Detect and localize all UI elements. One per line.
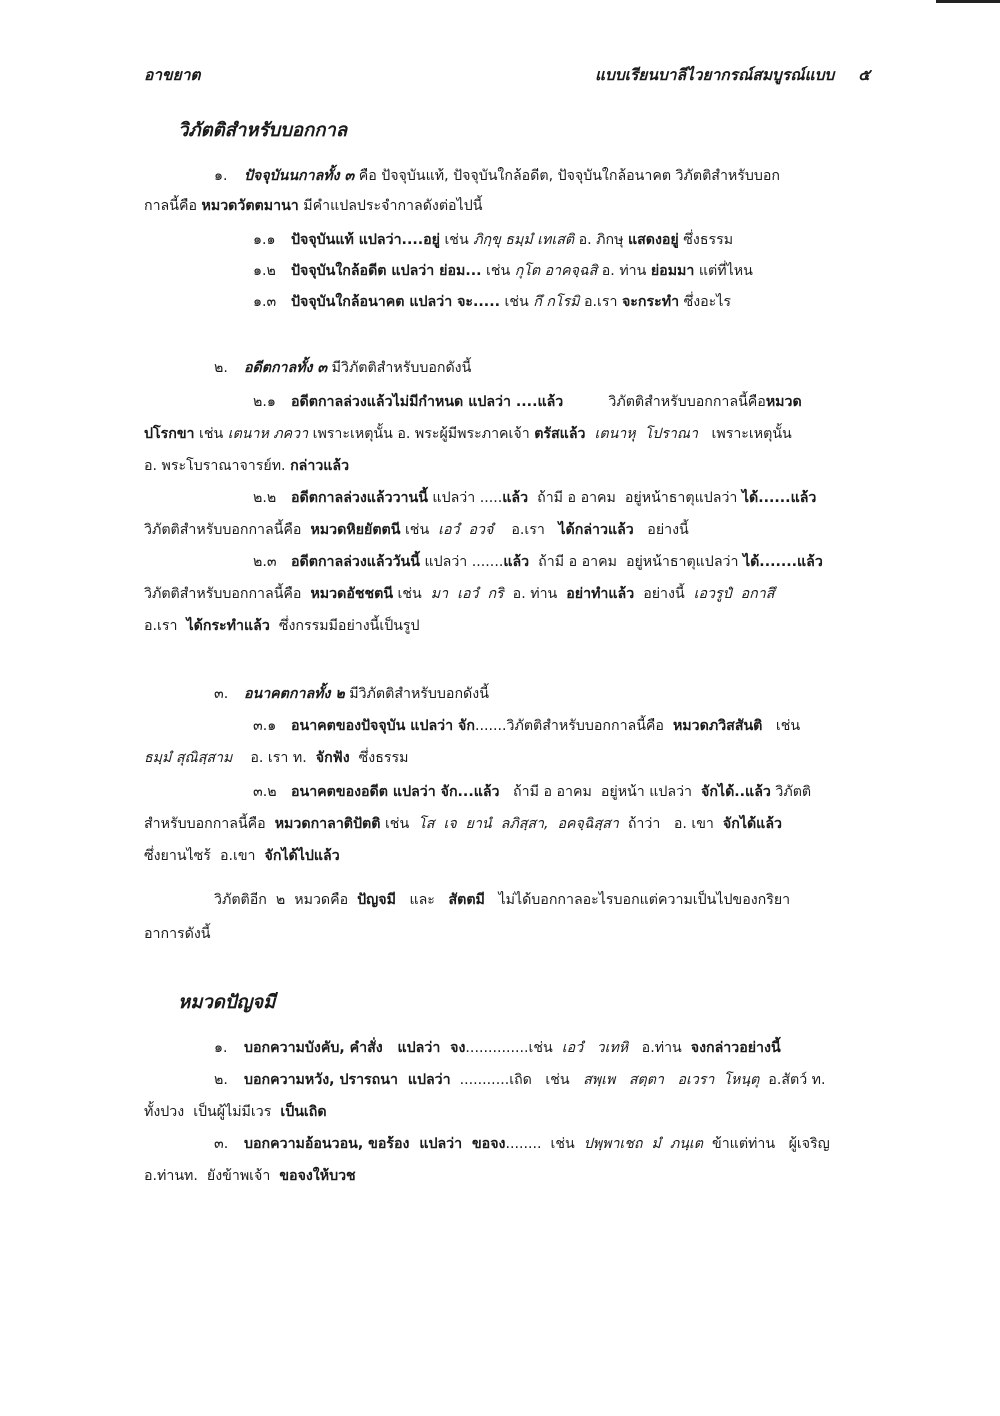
paragraph-1-line-2: กาลนี้คือ หมวดวัตตมานา มีคำแปลประจำกาลดังต่อไปนี้ — [144, 198, 483, 214]
item-3-2-line-3: ซึ่งยานไซร้ อ.เขา จักได้ไปแล้ว — [144, 848, 340, 864]
paragraph-1-line-1: ๑. ปัจจุบันนกาลทั้ง ๓ คือ ปัจจุบันแท้, ปัจจุบันใกล้อดีต, ปัจจุบันใกล้อนาคต วิภัตติสำหรับบอก — [214, 168, 781, 184]
item-1-3: ๑.๓ ปัจจุบันใกล้อนาคต แปลว่า จะ..... เช่น กึ กโรมิ อ.เรา จะกระทำ ซึ่งอะไร — [253, 294, 732, 310]
section-title-imperative: หมวดปัญจมี — [178, 992, 276, 1013]
imperative-item-2-line-2: ทั้งปวง เป็นผู้ไม่มีเวร เป็นเถิด — [144, 1104, 327, 1120]
imperative-item-3-line-2: อ.ท่านท. ยังข้าพเจ้า ขอจงให้บวช — [144, 1168, 356, 1184]
paragraph-2-line-1: ๒. อดีตกาลทั้ง ๓ มีวิภัตติสำหรับบอกดังนี้ — [214, 360, 472, 376]
header-chapter: อาขยาต — [144, 66, 201, 84]
paragraph-3-line-1: ๓. อนาคตกาลทั้ง ๒ มีวิภัตติสำหรับบอกดังนี้ — [214, 686, 489, 702]
item-3-2-line-2: สำหรับบอกกาลนี้คือ หมวดกาลาติปัตติ เช่น โส เจ ยานํ ลภิสฺสา, อคจฺฉิสฺสา ถ้าว่า อ. เขา จักได้แล้ว — [144, 816, 782, 832]
item-2-3-line-3: อ.เรา ได้กระทำแล้ว ซึ่งกรรมมีอย่างนี้เป็นรูป — [144, 618, 420, 634]
item-2-1-line-3: อ. พระโบราณาจารย์ท. กล่าวแล้ว — [144, 458, 350, 474]
header-book-title: แบบเรียนบาลีไวยากรณ์สมบูรณ์แบบ ๕ — [594, 66, 870, 84]
item-1-2: ๑.๒ ปัจจุบันใกล้อดีต แปลว่า ย่อม... เช่น กุโต อาคจฺฉสิ อ. ท่าน ย่อมมา แต่ที่ไหน — [253, 263, 753, 279]
item-3-2-line-1: ๓.๒ อนาคตของอดีต แปลว่า จัก...แล้ว ถ้ามี อ อาคม อยู่หน้า แปลว่า จักได้..แล้ว วิภัตติ — [253, 784, 812, 800]
item-3-1-line-1: ๓.๑ อนาคตของปัจจุบัน แปลว่า จัก.......วิภัตติสำหรับบอกกาลนี้คือ หมวดภวิสสันติ เช่น — [253, 718, 801, 734]
closing-line-2: อาการดังนี้ — [144, 926, 211, 942]
imperative-item-3-line-1: ๓. บอกความอ้อนวอน, ขอร้อง แปลว่า ขอจง........ เช่น ปพฺพาเชถ มํ ภนฺเต ข้าแต่ท่าน ผู้เจริญ — [214, 1136, 830, 1152]
imperative-item-1: ๑. บอกความบังคับ, คำสั่ง แปลว่า จง..............เช่น เอวํ วเทหิ อ.ท่าน จงกล่าวอย่างนี้ — [214, 1040, 781, 1056]
scan-edge-mark — [936, 0, 1000, 3]
item-1-1: ๑.๑ ปัจจุบันแท้ แปลว่า....อยู่ เช่น ภิกฺขุ ธมฺมํ เทเสติ อ. ภิกษุ แสดงอยู่ ซึ่งธรรม — [253, 232, 734, 248]
item-2-1-line-1: ๒.๑ อดีตกาลล่วงแล้วไม่มีกำหนด แปลว่า ....แล้ว วิภัตติสำหรับบอกกาลนี้คือหมวด — [253, 394, 802, 410]
page-number: ๕ — [858, 66, 870, 84]
section-title-tenses: วิภัตติสำหรับบอกกาล — [178, 120, 348, 141]
item-3-1-line-2: ธมฺมํ สุณิสฺสาม อ. เรา ท. จักฟัง ซึ่งธรรม — [144, 750, 409, 766]
closing-line-1: วิภัตติอีก ๒ หมวดคือ ปัญจมี และ สัตตมี ไม่ได้บอกกาลอะไรบอกแต่ความเป็นไปของกริยา — [214, 892, 791, 908]
item-2-1-line-2: ปโรกขา เช่น เตนาห ภควา เพราะเหตุนั้น อ. พระผู้มีพระภาคเจ้า ตรัสแล้ว เตนาหุ โปราณา เพราะเหตุนั้น — [144, 426, 792, 442]
item-2-3-line-1: ๒.๓ อดีตกาลล่วงแล้ววันนี้ แปลว่า .......แล้ว ถ้ามี อ อาคม อยู่หน้าธาตุแปลว่า ได้.......แล้ว — [253, 554, 823, 570]
item-2-2-line-2: วิภัตติสำหรับบอกกาลนี้คือ หมวดหิยยัตตนี เช่น เอวํ อวจํ อ.เรา ได้กล่าวแล้ว อย่างนี้ — [144, 522, 689, 538]
item-2-3-line-2: วิภัตติสำหรับบอกกาลนี้คือ หมวดอัชชตนี เช่น มา เอวํ กริ อ. ท่าน อย่าทำแล้ว อย่างนี้ เอวรูปํ อกาสึ — [144, 586, 775, 602]
imperative-item-2-line-1: ๒. บอกความหวัง, ปรารถนา แปลว่า ...........เถิด เช่น สพฺเพ สตฺตา อเวรา โหนฺตุ อ.สัตว์ ท. — [214, 1072, 826, 1088]
item-2-2-line-1: ๒.๒ อดีตกาลล่วงแล้ววานนี้ แปลว่า .....แล้ว ถ้ามี อ อาคม อยู่หน้าธาตุแปลว่า ได้......แล้ว — [253, 490, 817, 506]
